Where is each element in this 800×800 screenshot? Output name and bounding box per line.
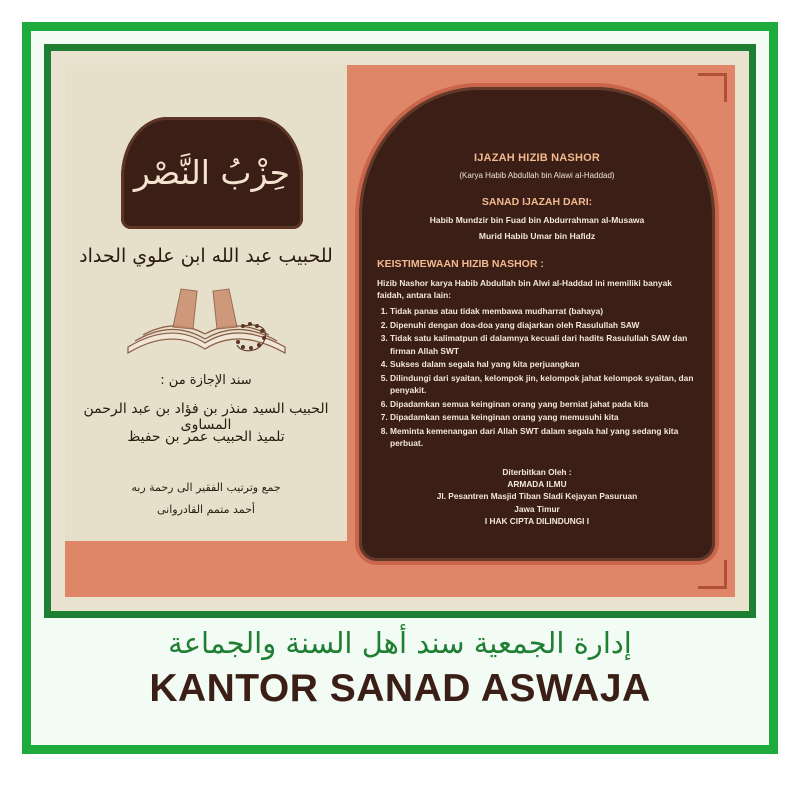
list-item: 7. Dipadamkan semua keinginan orang yang memusuhi kita [390, 411, 697, 423]
left-column-bottom-strip [65, 541, 347, 597]
list-item: 6. Dipadamkan semua keinginan orang yang berniat jahat pada kita [390, 398, 697, 410]
sanad-heading: SANAD IJAZAH DARI: [481, 195, 593, 208]
publisher-address: Jl. Pesantren Masjid Tiban Sladi Kejayan Pasuruan [436, 491, 638, 502]
ijazah-subtitle: (Karya Habib Abdullah bin Alawi al-Haddad) [459, 170, 615, 180]
left-cream-column [65, 65, 347, 541]
caption-latin: KANTOR SANAD ASWAJA [149, 666, 651, 710]
list-item: 5. Dilindungi dari syaitan, kelompok jin, kelompok jahat kelompok syaitan, dan penyakit. [390, 372, 697, 396]
information-panel [359, 87, 715, 561]
publisher-name: ARMADA ILMU [507, 478, 567, 489]
beige-top-strip [51, 51, 749, 65]
author-arabic-text: للحبيب عبد الله ابن علوي الحداد [79, 245, 333, 267]
virtues-intro: Hizib Nashor karya Habib Abdullah bin Alwi al-Haddad ini memiliki banyak faidah, antara lain: [377, 277, 672, 300]
publisher-label: Diterbitkan Oleh : [502, 466, 572, 477]
information-panel-content [377, 151, 697, 547]
sanad-line2-arabic: تلميذ الحبيب عمر بن حفيظ [127, 429, 285, 445]
sanad-line1-arabic: الحبيب السيد منذر بن فؤاد بن عبد الرحمن المساوى [83, 401, 329, 433]
illustration-svg [113, 277, 303, 367]
list-item: 8. Meminta kemenangan dari Allah SWT dalam segala hal yang sedang kita perbuat. [390, 425, 697, 449]
compiler-line1-arabic: جمع وترتيب الفقير الى رحمة ربه [131, 481, 281, 494]
bottom-caption [44, 626, 756, 744]
artwork-frame [44, 44, 756, 618]
list-item: 4. Sukses dalam segala hal yang kita perjuangkan [390, 358, 697, 370]
compiler-line2-arabic: أحمد متمم القادروانى [156, 503, 255, 516]
calligraphy-plaque [121, 117, 303, 229]
sanad-line-1: Murid Habib Umar bin Hafidz [478, 231, 596, 242]
list-item: 2. Dipenuhi dengan doa-doa yang diajarkan oleh Rasulullah SAW [390, 319, 697, 331]
list-item: 1. Tidak panas atau tidak membawa mudharrat (bahaya) [390, 305, 697, 317]
sanad-heading-arabic: سند الإجازة من : [160, 373, 252, 388]
open-book-and-tasbih-illustration [113, 277, 303, 367]
corner-ornament-bottom-right [698, 560, 727, 589]
copyright-notice: I HAK CIPTA DILINDUNGI I [484, 516, 590, 527]
corner-ornament-top-right [698, 73, 727, 102]
artwork-inner [51, 51, 749, 611]
caption-arabic: إدارة الجمعية سند أهل السنة والجماعة [168, 626, 632, 660]
virtues-list [377, 305, 697, 450]
sanad-line-0: Habib Mundzir bin Fuad bin Abdurrahman al-Musawa [429, 214, 645, 225]
publisher-block [377, 466, 697, 528]
hizib-nashor-calligraphy: حِزْبُ النَّصْر [133, 152, 291, 192]
virtues-heading: KEISTIMEWAAN HIZIB NASHOR : [377, 258, 544, 271]
ijazah-title: IJAZAH HIZIB NASHOR [473, 152, 601, 164]
publisher-region: Jawa Timur [514, 503, 560, 514]
list-item: 3. Tidak satu kalimatpun di dalamnya kecuali dari hadits Rasulullah SAW dan firman Allah SWT [390, 332, 697, 356]
